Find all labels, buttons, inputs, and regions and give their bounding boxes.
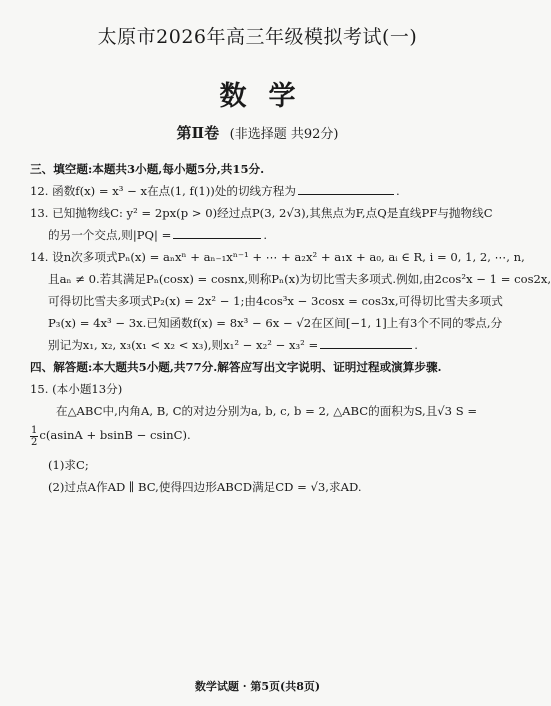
- question-15-stem-1: 在△ABC中,内角A, B, C的对边分别为a, b, c, b = 2, △ABC的面积为S,且√3 S =: [56, 404, 478, 418]
- question-14-line-1: 14. 设n次多项式Pₙ(x) = aₙxⁿ + aₙ₋₁xⁿ⁻¹ + ⋯ + a₂x² + a₁x + a₀, aᵢ ∈ R, i = 0, 1, 2, ⋯, n,: [30, 250, 525, 264]
- question-14-line-3: 可得切比雪夫多项式P₂(x) = 2x² − 1;由4cos³x − 3cosx = cos3x,可得切比雪夫多项式: [48, 294, 503, 308]
- fraction-numerator: 1: [31, 424, 38, 436]
- answer-blank-13: [173, 226, 261, 239]
- question-14-line-2: 且aₙ ≠ 0.若其满足Pₙ(cosx) = cosnx,则称Pₙ(x)为切比雪夫多项式.例如,由2cos²x − 1 = cos2x,: [48, 272, 551, 286]
- question-15-part-2: (2)过点A作AD ∥ BC,使得四边形ABCD满足CD = √3,求AD.: [48, 480, 362, 494]
- question-13-line-1: 13. 已知抛物线C: y² = 2px(p > 0)经过点P(3, 2√3),其焦点为F,点Q是直线PF与抛物线C: [30, 206, 493, 220]
- question-13-line-2: 的另一个交点,则|PQ| = .: [48, 228, 268, 242]
- question-15-label: 15. (本小题13分): [30, 382, 123, 396]
- question-15-stem-2: [30, 422, 492, 448]
- fraction-denominator: 2: [31, 436, 38, 448]
- volume-note: (非选择题 共92分): [229, 127, 339, 142]
- question-12: 12. 函数f(x) = x³ − x在点(1, f(1))处的切线方程为 .: [30, 184, 400, 198]
- answer-blank-14: [320, 336, 412, 349]
- question-body: [30, 158, 551, 498]
- page-footer: 数学试题 · 第5页(共8页): [194, 680, 321, 693]
- question-14-line-5: 别记为x₁, x₂, x₃(x₁ < x₂ < x₃),则x₁² − x₂² − x₃² = .: [48, 338, 418, 352]
- section-4-heading: 四、解答题:本大题共5小题,共77分.解答应写出文字说明、证明过程或演算步骤.: [30, 360, 442, 374]
- section-3-heading: 三、填空题:本题共3小题,每小题5分,共15分.: [30, 162, 265, 176]
- volume-heading: [0, 122, 515, 143]
- answer-blank-12: [298, 182, 394, 195]
- fraction-one-half: [30, 425, 38, 448]
- question-15-stem-2-text: c(asinA + bsinB − csinC).: [39, 428, 191, 442]
- question-14-line-4: P₃(x) = 4x³ − 3x.已知函数f(x) = 8x³ − 6x − √2在区间[−1, 1]上有3个不同的零点,分: [48, 316, 503, 330]
- volume-label: 第Ⅱ卷: [176, 124, 220, 142]
- exam-title: 太原市2026年高三年级模拟考试(一): [97, 26, 418, 48]
- question-15-part-1: (1)求C;: [48, 458, 89, 472]
- question-14-text: 别记为x₁, x₂, x₃(x₁ < x₂ < x₃),则x₁² − x₂² − x₃² =: [48, 338, 319, 352]
- question-13-text: 的另一个交点,则|PQ| =: [48, 228, 172, 242]
- question-12-text: 12. 函数f(x) = x³ − x在点(1, f(1))处的切线方程为: [30, 184, 296, 198]
- subject-title: 数学: [219, 81, 318, 112]
